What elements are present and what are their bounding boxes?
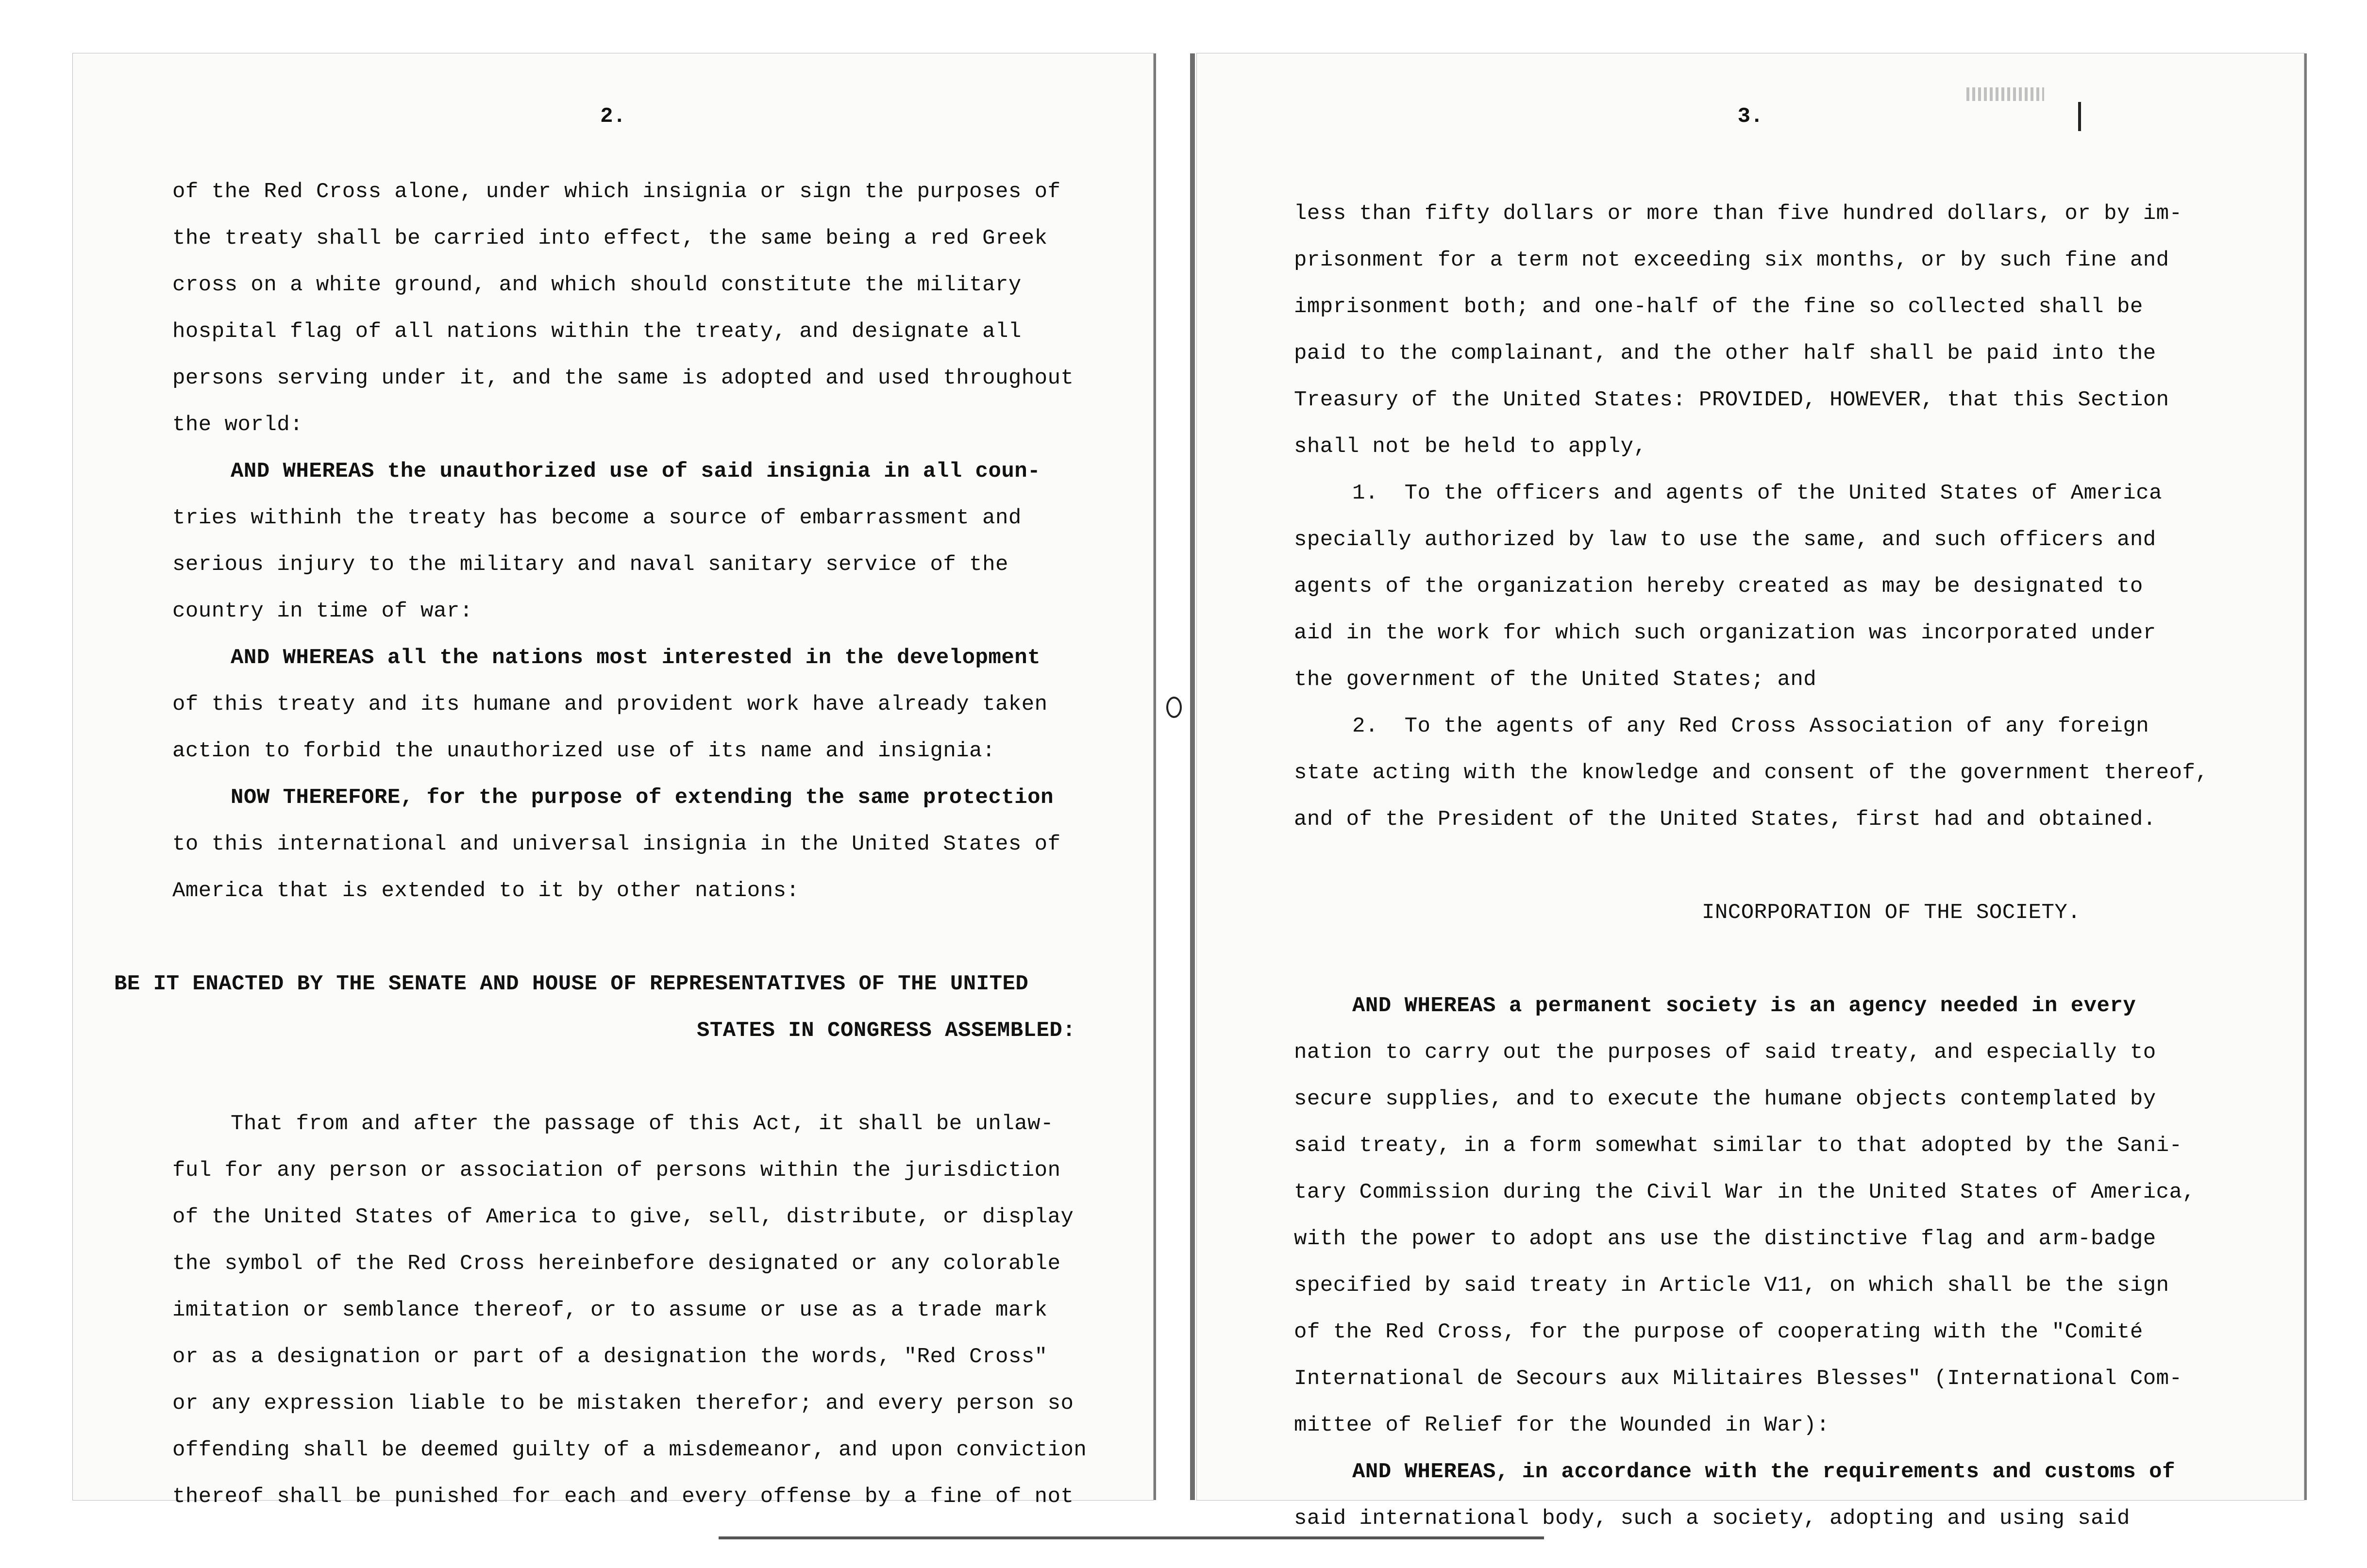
text-line: 1. To the officers and agents of the United States of America [1352, 481, 2163, 505]
text-line: paid to the complainant, and the other half shall be paid into the [1294, 341, 2156, 366]
text-line: the treaty shall be carried into effect, the same being a red Greek [172, 226, 1048, 250]
text-line: cross on a white ground, and which should constitute the military [172, 273, 1022, 297]
text-line: specified by said treaty in Article V11, on which shall be the sign [1294, 1273, 2169, 1298]
page-right [1197, 53, 2304, 1531]
text-line: of the Red Cross, for the purpose of cooperating with the "Comité [1294, 1320, 2143, 1344]
text-line: country in time of war: [172, 599, 473, 623]
text-line: offending shall be deemed guilty of a misdemeanor, and upon conviction [172, 1438, 1087, 1462]
text-line: America that is extended to it by other nations: [172, 879, 800, 903]
text-line: and of the President of the United States, first had and obtained. [1294, 807, 2156, 832]
text-line: International de Secours aux Militaires Blesses" (International Com- [1294, 1367, 2182, 1391]
page-number-right: 3. [1737, 104, 1763, 129]
text-line: INCORPORATION OF THE SOCIETY. [1702, 901, 2081, 925]
text-line: said international body, such a society, adopting and using said [1294, 1506, 2130, 1531]
text-line: thereof shall be punished for each and every offense by a fine of not [172, 1485, 1074, 1509]
text-line: less than fifty dollars or more than five hundred dollars, or by im- [1294, 201, 2182, 226]
text-line: the government of the United States; and [1294, 667, 1817, 692]
text-line: aid in the work for which such organization was incorporated under [1294, 621, 2156, 645]
text-line: to this international and universal insignia in the United States of [172, 832, 1061, 856]
text-line: shall not be held to apply, [1294, 434, 1647, 459]
text-line: of this treaty and its humane and provident work have already taken [172, 692, 1048, 717]
text-line: imitation or semblance thereof, or to assume or use as a trade mark [172, 1298, 1048, 1322]
text-line: agents of the organization hereby created as may be designated to [1294, 574, 2143, 599]
page-left [73, 53, 1153, 1509]
text-line: AND WHEREAS the unauthorized use of said insignia in all coun- [231, 459, 1041, 484]
text-line: the symbol of the Red Cross hereinbefore designated or any colorable [172, 1251, 1061, 1276]
text-line: specially authorized by law to use the same, and such officers and [1294, 528, 2156, 552]
ink-smudge [1966, 87, 2044, 101]
text-line: prisonment for a term not exceeding six months, or by such fine and [1294, 248, 2169, 272]
text-line: state acting with the knowledge and consent of the government thereof, [1294, 761, 2209, 785]
text-line: That from and after the passage of this Act, it shall be unlaw- [231, 1112, 1054, 1136]
text-line: ful for any person or association of persons within the jurisdiction [172, 1158, 1061, 1183]
text-line: imprisonment both; and one-half of the fine so collected shall be [1294, 295, 2143, 319]
margin-mark [2078, 102, 2081, 131]
text-line: or as a designation or part of a designation the words, "Red Cross" [172, 1345, 1048, 1369]
text-line: or any expression liable to be mistaken therefor; and every person so [172, 1391, 1074, 1416]
text-line: mittee of Relief for the Wounded in War): [1294, 1413, 1830, 1437]
text-line: hospital flag of all nations within the treaty, and designate all [172, 319, 1022, 344]
text-line: tries withinh the treaty has become a source of embarrassment and [172, 506, 1022, 530]
text-line: AND WHEREAS a permanent society is an agency needed in every [1352, 994, 2136, 1018]
text-line: said treaty, in a form somewhat similar to that adopted by the Sani- [1294, 1134, 2182, 1158]
text-line: with the power to adopt ans use the distinctive flag and arm-badge [1294, 1227, 2156, 1251]
text-line: the world: [172, 413, 303, 437]
text-line: persons serving under it, and the same is adopted and used throughout [172, 366, 1074, 390]
text-line: Treasury of the United States: PROVIDED, HOWEVER, that this Section [1294, 388, 2169, 412]
text-line: of the Red Cross alone, under which insignia or sign the purposes of [172, 180, 1061, 204]
text-line: 2. To the agents of any Red Cross Association of any foreign [1352, 714, 2149, 738]
text-line: STATES IN CONGRESS ASSEMBLED: [697, 1018, 1076, 1043]
page-number-left: 2. [600, 104, 626, 129]
text-line: of the United States of America to give, sell, distribute, or display [172, 1205, 1074, 1229]
text-line: action to forbid the unauthorized use of its name and insignia: [172, 739, 995, 763]
text-line: AND WHEREAS all the nations most interested in the development [231, 646, 1041, 670]
text-line: BE IT ENACTED BY THE SENATE AND HOUSE OF REPRESENTATIVES OF THE UNITED [114, 972, 1029, 996]
text-line: secure supplies, and to execute the humane objects contemplated by [1294, 1087, 2156, 1111]
binding-mark [1166, 697, 1182, 718]
text-line: serious injury to the military and naval sanitary service of the [172, 552, 1008, 577]
text-line: tary Commission during the Civil War in the United States of America, [1294, 1180, 2196, 1204]
text-line: NOW THEREFORE, for the purpose of extending the same protection [231, 785, 1054, 810]
bottom-rule [719, 1536, 1544, 1539]
text-line: nation to carry out the purposes of said treaty, and especially to [1294, 1040, 2156, 1065]
text-line: AND WHEREAS, in accordance with the requirements and customs of [1352, 1460, 2175, 1484]
